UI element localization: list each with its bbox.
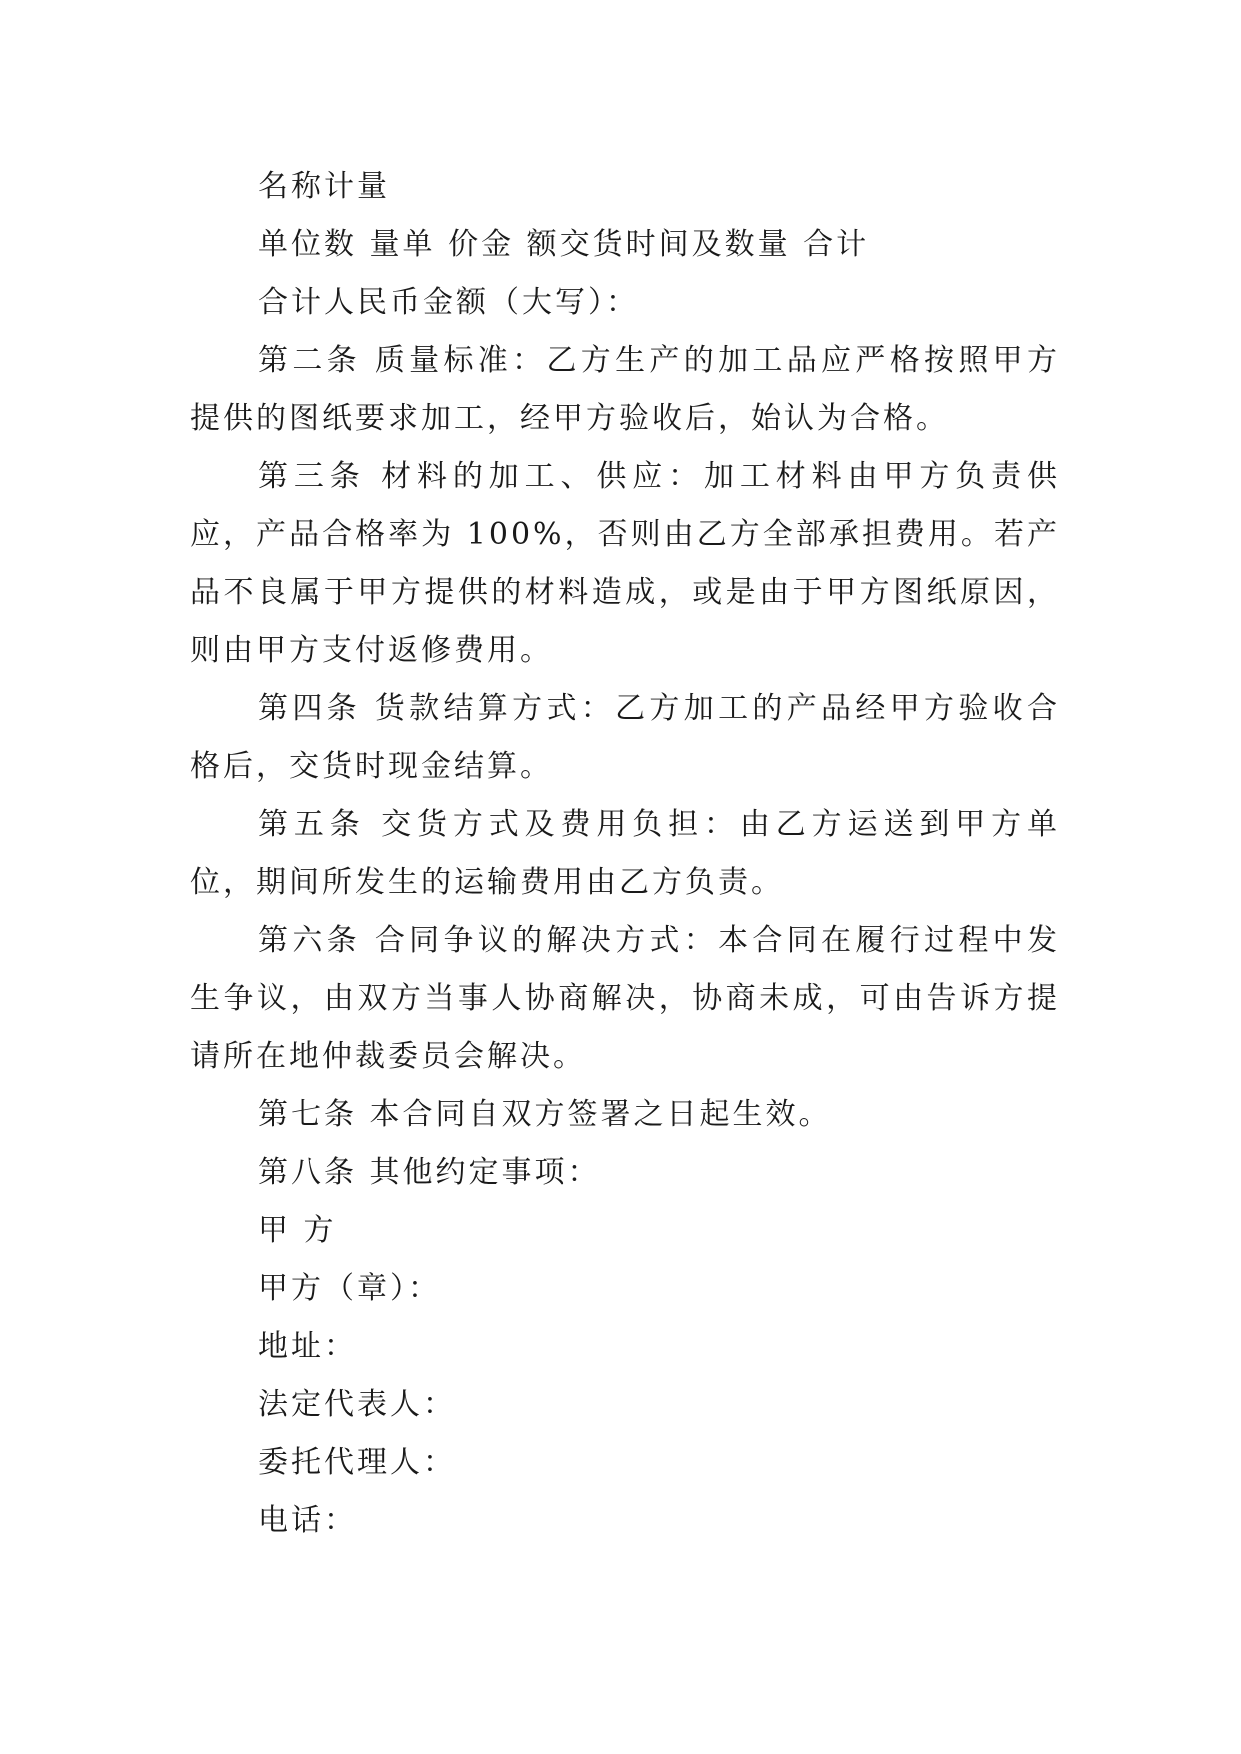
total-amount-line: 合计人民币金额（大写）： (258, 285, 639, 320)
document-body (190, 158, 1060, 1550)
article-7-effective: 第七条 本合同自双方签署之日起生效。 (258, 1097, 832, 1132)
table-header-name-unit: 名称计量 (258, 169, 390, 204)
party-a-legal-rep: 法定代表人： (258, 1387, 456, 1422)
article-5-delivery: 第五条 交货方式及费用负担：由乙方运送到甲方单位，期间所发生的运输费用由乙方负责。 (190, 807, 1060, 900)
table-header-columns: 单位数 量单 价金 额交货时间及数量 合计 (258, 227, 870, 262)
article-4-payment: 第四条 货款结算方式：乙方加工的产品经甲方验收合格后，交货时现金结算。 (190, 691, 1060, 784)
party-a-address: 地址： (258, 1329, 357, 1364)
party-a-heading: 甲 方 (258, 1213, 337, 1248)
article-2-quality: 第二条 质量标准：乙方生产的加工品应严格按照甲方提供的图纸要求加工，经甲方验收后，始认为合格。 (190, 343, 1060, 436)
article-3-materials: 第三条 材料的加工、供应：加工材料由甲方负责供应，产品合格率为 100%，否则由乙方全部承担费用。若产品不良属于甲方提供的材料造成，或是由于甲方图纸原因，则由甲方支付返修费用。 (190, 459, 1060, 668)
article-8-other: 第八条 其他约定事项： (258, 1155, 601, 1190)
party-a-agent: 委托代理人： (258, 1445, 456, 1480)
article-6-disputes: 第六条 合同争议的解决方式：本合同在履行过程中发生争议，由双方当事人协商解决，协商未成，可由告诉方提请所在地仲裁委员会解决。 (190, 923, 1060, 1074)
party-a-seal: 甲方（章）： (258, 1271, 441, 1306)
party-a-phone: 电话： (258, 1503, 357, 1538)
